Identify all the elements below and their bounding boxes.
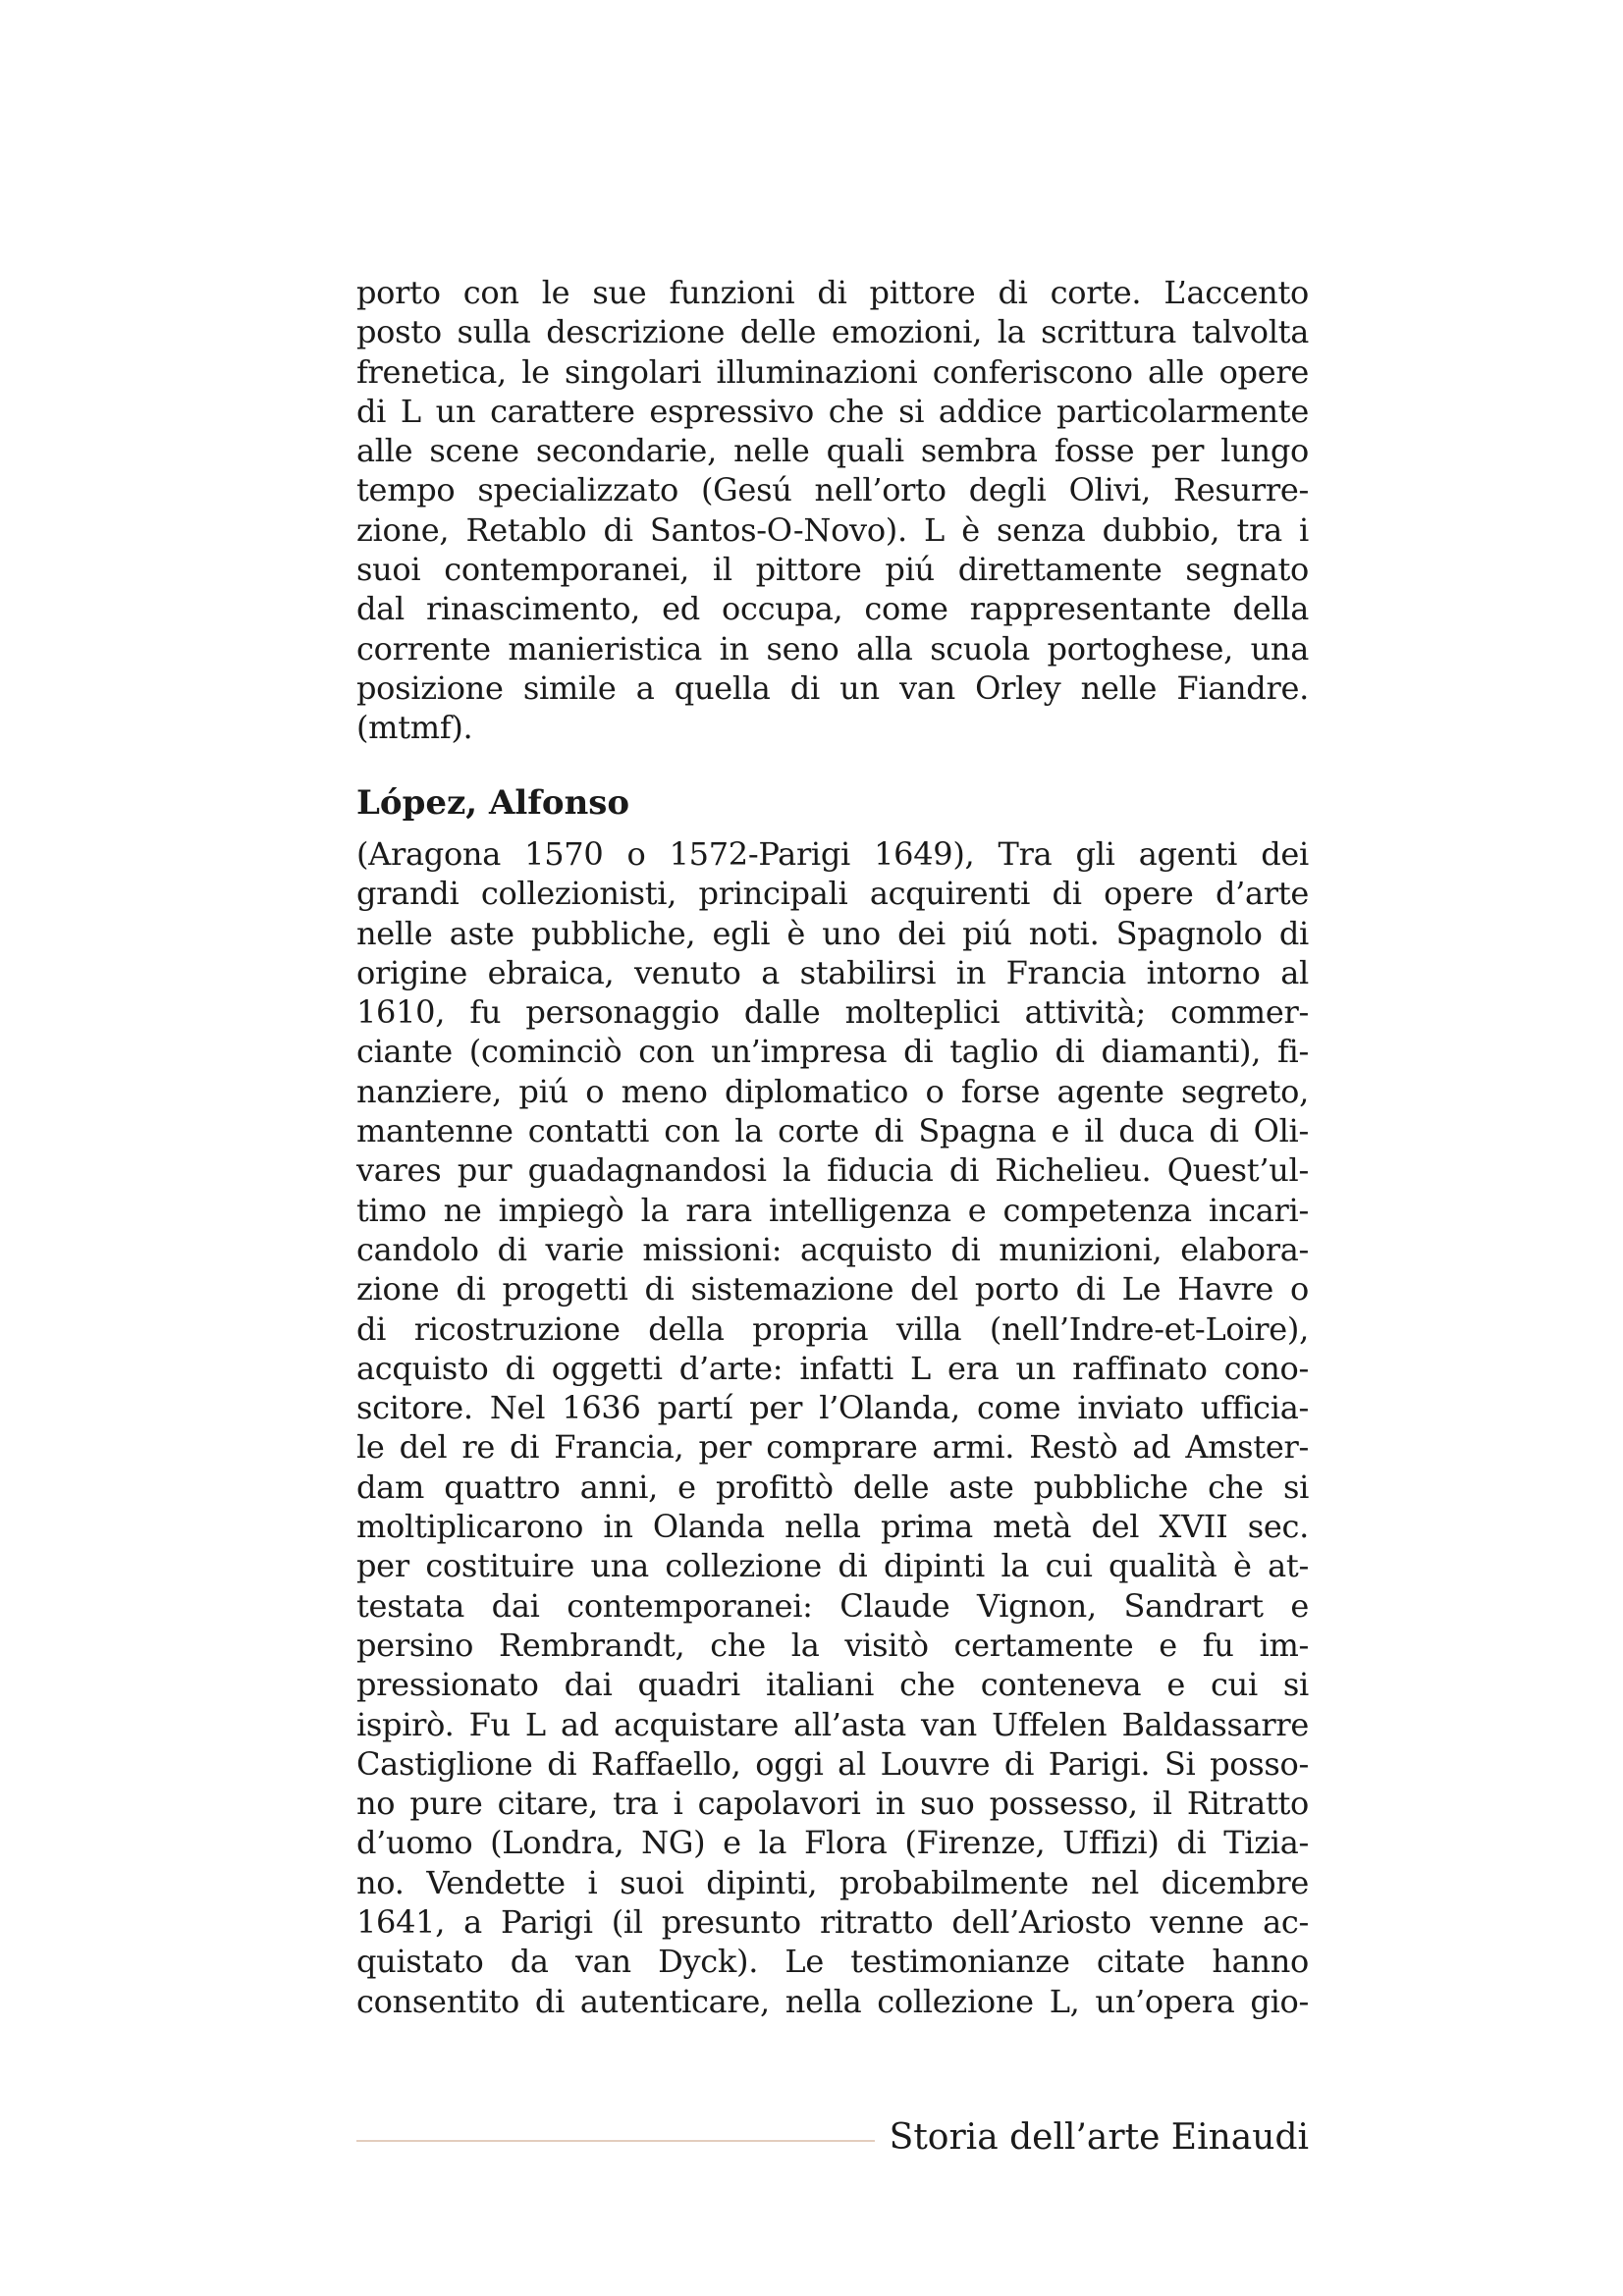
text-line: ispirò. Fu L ad acquistare all’asta van Uffelen Baldassarre: [356, 1705, 1309, 1743]
text-line: origine ebraica, venuto a stabilirsi in Francia intorno al: [356, 953, 1309, 991]
entry-heading: López, Alfonso: [356, 783, 630, 823]
text-line: frenetica, le singolari illuminazioni conferiscono alle opere: [356, 352, 1309, 391]
footer-title: Storia dell’arte Einaudi: [889, 2117, 1309, 2158]
text-line: timo ne impiegò la rara intelligenza e competenza incari-: [356, 1191, 1309, 1229]
text-line: scitore. Nel 1636 partí per l’Olanda, come inviato ufficia-: [356, 1389, 1309, 1427]
entry-paragraph: [356, 834, 1309, 2021]
text-line: nanziere, piú o meno diplomatico o forse agente segreto,: [356, 1072, 1309, 1110]
text-line: 1610, fu personaggio dalle molteplici attività; commer-: [356, 993, 1309, 1032]
text-line: consentito di autenticare, nella collezione L, un’opera gio-: [356, 1982, 1309, 2020]
footer-rule: [356, 2140, 875, 2142]
text-line: Castiglione di Raffaello, oggi al Louvre di Parigi. Si posso-: [356, 1744, 1309, 1783]
text-line: vares pur guadagnandosi la fiducia di Richelieu. Quest’ul-: [356, 1151, 1309, 1190]
text-line: testata dai contemporanei: Claude Vignon, Sandrart e: [356, 1586, 1309, 1625]
text-line: quistato da van Dyck). Le testimonianze citate hanno: [356, 1943, 1309, 1981]
text-line: le del re di Francia, per comprare armi. Restò ad Amster-: [356, 1428, 1309, 1467]
text-line: candolo di varie missioni: acquisto di munizioni, elabora-: [356, 1230, 1309, 1268]
text-line: posto sulla descrizione delle emozioni, la scrittura talvolta: [356, 313, 1309, 351]
text-line: no pure citare, tra i capolavori in suo possesso, il Ritratto: [356, 1785, 1309, 1823]
continuation-paragraph: [356, 273, 1309, 748]
text-line: moltiplicarono in Olanda nella prima metà del XVII sec.: [356, 1508, 1309, 1546]
text-line: no. Vendette i suoi dipinti, probabilmente nel dicembre: [356, 1863, 1309, 1901]
text-line: mantenne contatti con la corte di Spagna e il duca di Oli-: [356, 1112, 1309, 1150]
text-line: d’uomo (Londra, NG) e la Flora (Firenze, Uffizi) di Tizia-: [356, 1824, 1309, 1862]
text-line: corrente manieristica in seno alla scuola portoghese, una: [356, 629, 1309, 667]
text-line: grandi collezionisti, principali acquirenti di opere d’arte: [356, 875, 1309, 913]
text-line: (Aragona 1570 o 1572-Parigi 1649), Tra gli agenti dei: [356, 835, 1309, 873]
text-line: (mtmf).: [356, 709, 473, 747]
text-line: alle scene secondarie, nelle quali sembra fosse per lungo: [356, 432, 1309, 470]
text-line: acquisto di oggetti d’arte: infatti L era un raffinato cono-: [356, 1349, 1309, 1387]
text-line: tempo specializzato (Gesú nell’orto degli Olivi, Resurre-: [356, 471, 1309, 509]
text-line: di L un carattere espressivo che si addice particolarmente: [356, 392, 1309, 430]
text-line: posizione simile a quella di un van Orley nelle Fiandre.: [356, 668, 1309, 707]
text-line: nelle aste pubbliche, egli è uno dei piú noti. Spagnolo di: [356, 914, 1309, 952]
text-line: per costituire una collezione di dipinti la cui qualità è at-: [356, 1547, 1309, 1585]
text-line: persino Rembrandt, che la visitò certamente e fu im-: [356, 1626, 1309, 1664]
text-line: ciante (cominciò con un’impresa di taglio di diamanti), fi-: [356, 1033, 1309, 1071]
text-line: dam quattro anni, e profittò delle aste pubbliche che si: [356, 1468, 1309, 1506]
text-line: dal rinascimento, ed occupa, come rappresentante della: [356, 590, 1309, 628]
text-line: zione, Retablo di Santos-O-Novo). L è senza dubbio, tra i: [356, 510, 1309, 549]
text-line: zione di progetti di sistemazione del porto di Le Havre o: [356, 1270, 1309, 1308]
text-line: 1641, a Parigi (il presunto ritratto dell’Ariosto venne ac-: [356, 1903, 1309, 1942]
text-line: pressionato dai quadri italiani che conteneva e cui si: [356, 1666, 1309, 1704]
text-line: suoi contemporanei, il pittore piú direttamente segnato: [356, 551, 1309, 589]
text-line: di ricostruzione della propria villa (nell’Indre-et-Loire),: [356, 1309, 1309, 1348]
text-line: porto con le sue funzioni di pittore di corte. L’accento: [356, 274, 1309, 311]
